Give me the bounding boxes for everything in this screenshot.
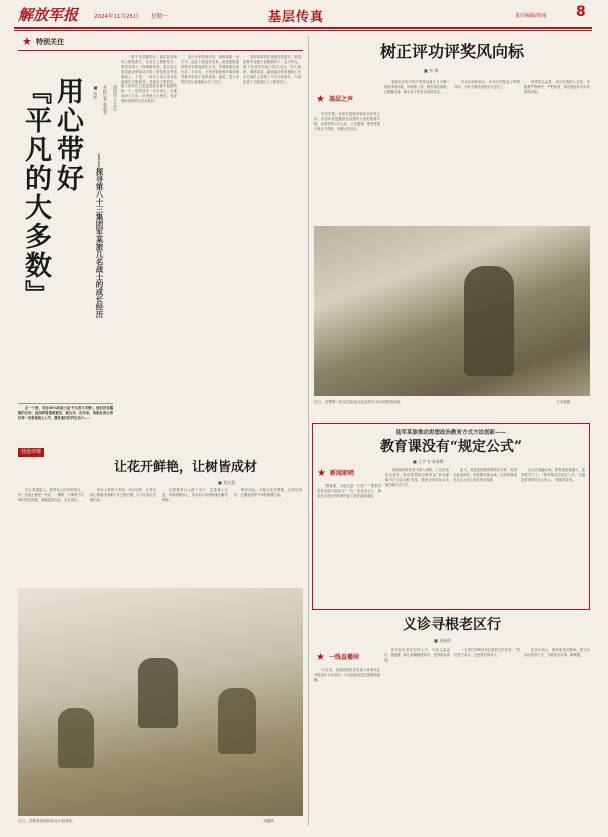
kicker-text: 基层之声 <box>329 96 354 103</box>
mid-col-b <box>385 468 449 606</box>
bottom-right-story <box>314 614 590 828</box>
lead-paragraph <box>18 406 113 440</box>
col-text: 类似的故事在该旅还有很多。旅党委要求各级干部眼睛向下、心中有兵，善于发现每名战士的闪光点，因人施策、精准帮带。越来越多的普通战士在平凡岗位上实现了不平凡的成长，为部队战斗力建设注入了强劲动力。 <box>243 55 301 84</box>
star-icon: ★ <box>316 94 325 105</box>
middle-right-story <box>312 423 590 610</box>
star-icon: ★ <box>22 35 32 48</box>
top-right-col-a <box>314 112 380 222</box>
left-col-3 <box>243 55 301 441</box>
story-byline: ■ 王宇飞 宋冰峰 <box>413 459 444 464</box>
byline-vertical-1: ■ 刘冲 <box>93 85 98 100</box>
kicker-badge <box>316 94 376 106</box>
editor-credit: 责任编辑/胡南 <box>515 13 547 19</box>
col-text: 荣誉的含金量，来自评选的公正性。各级要严格程序、严把标准，真正树起评功评奖的风向标。 <box>524 80 590 94</box>
soldier-figure <box>138 658 178 728</box>
mid-col-d <box>521 468 585 606</box>
col-text: 该旅组织教育骨干深入调研，广泛听取官兵意见，推动思想政治教育由“单向灌输”向“互动交流”转变，鼓励各单位结合实际创新方式方法。 <box>385 468 449 487</box>
commentary-title: 让花开鲜艳，让树皆成材 <box>113 460 257 475</box>
kicker-badge <box>316 652 380 664</box>
story-byline: ■ 李 敏 <box>424 68 439 73</box>
col-text: 年终岁尾，各单位陆续开展评功评奖工作。评功评奖是激励官兵建功立业的重要手段，必须坚持公平公正、公开透明，把荣誉授予真正干得好、贡献大的官兵。 <box>314 112 380 131</box>
col-text: 这需要带兵人俯下身子，走进战士心里，用真情换真心，用实际行动帮助他们解决困难。 <box>162 488 228 502</box>
mid-col-c <box>453 468 517 606</box>
lower-col-2 <box>90 488 156 584</box>
top-right-col-c <box>454 80 520 222</box>
masthead-rule <box>14 27 592 29</box>
newspaper-logo: 解放军报 <box>18 6 79 24</box>
bottom-col-a <box>314 668 380 824</box>
kicker-badge <box>18 36 90 48</box>
lead-rule <box>18 403 113 404</box>
kicker-badge <box>317 468 377 480</box>
headline-vertical-1: 用心带好 <box>52 77 83 193</box>
left-story <box>18 33 303 443</box>
section-title: 基层传真 <box>268 10 325 25</box>
story-byline: ■ 刘禄祥 <box>434 638 452 643</box>
bottom-col-c <box>454 648 520 824</box>
col-text: 战士小李性格内向，训练成绩一直平平。连队干部没有放弃，而是根据他的特点安排他担任文书，并鼓励他参加比武。半年后，小李在旅里的军事训练考核中取得了优异成绩。他说，是大家的信任让他重新认识了自己。 <box>181 55 239 84</box>
col-text: 如今，各营连的教育课形式多样：有的走进训练场，有的搬到演兵场，还有的邀请官兵走上讲台讲述身边故事。 <box>453 468 517 482</box>
lower-col-3 <box>162 488 228 584</box>
story-title: 树正评功评奖风向标 <box>379 42 524 61</box>
subtitle-vertical: ——探寻第八十三集团军某旅几名战士的成长经历 <box>95 153 104 318</box>
col-text: 某部在评功评奖中坚持以战斗力为唯一的根本的标准，向训练一线、艰苦岗位倾斜，让默默无闻、埋头苦干的官兵得到肯定。 <box>384 80 450 94</box>
lead-text: 在一个营，有近80%的战士是'平凡的大多数'。他们没有耀眼的光环，但同样渴望被看见、被认可。近年来，某旅从用心带好每一名普通战士入手，激发他们的内生动力…… <box>18 406 113 420</box>
soldier-figure <box>58 708 94 768</box>
top-right-col-b <box>384 80 450 222</box>
story-title: 义诊寻根老区行 <box>403 617 501 633</box>
bottom-col-d <box>524 648 590 824</box>
story-title: 教育课没有“规定公式” <box>379 439 523 455</box>
col-text: 带兵人要善于发现、用心培养，让每名战士都能找到属于自己的位置，让平凡岗位也能出彩。 <box>90 488 156 502</box>
lower-col-1 <box>18 488 84 584</box>
mid-col-a <box>317 484 381 606</box>
commentary-byline: ■ 刘文强 <box>218 480 236 485</box>
kicker-text: 营连评弹 <box>18 448 44 457</box>
byline-vertical-2: 本报记者 鲁赵秀 <box>103 85 108 115</box>
star-icon: ★ <box>317 468 326 479</box>
soldier-figure <box>218 688 256 754</box>
masthead <box>0 0 608 28</box>
col-text: 医疗队在老区走村入户，为老人量血压、测血糖，耐心讲解健康知识，受到群众欢迎。 <box>384 648 450 662</box>
top-right-col-d <box>524 80 590 222</box>
photo-credit: 王宇威摄 <box>556 400 571 404</box>
photo-caption: 近日，武警第二机动总队某支队组织官兵开展特战训练。 <box>314 400 404 404</box>
story-kicker-line: 陆军某旅推动思想政治教育方式方法创新—— <box>395 430 506 436</box>
kicker-badge <box>18 448 78 458</box>
left-col-1 <box>121 55 177 441</box>
photo-credit: 邓鑫摄 <box>263 819 274 823</box>
issue-date: 2024年11月25日 <box>94 14 139 20</box>
masthead-rule-thin <box>14 30 592 31</box>
col-text: 11月初，某部组织医疗队深入革命老区开展巡诊义诊活动，为当地群众送去健康和温暖。 <box>314 668 380 682</box>
col-text: 官兵们纷纷表示，评功评奖树起了鲜明导向，大家干事创业的劲头更足了。 <box>454 80 520 89</box>
headline-vertical-2: 『平凡的大多数』 <box>20 77 51 309</box>
training-photo <box>18 588 303 816</box>
col-text: 唯有如此，才能让花开鲜艳，让树皆成材，汇聚起强军兴军的磅礴力量。 <box>234 488 302 497</box>
star-icon: ★ <box>316 652 325 663</box>
photo-caption: 近日，武警某部组织新兵开展训练。 <box>18 819 76 823</box>
byline-vertical-3: 通讯员 王志远 <box>113 85 118 111</box>
kicker-rule <box>18 50 303 51</box>
col-text: “教育课，为啥总是一个样？”“课堂内容官兵能不能参与？”在一次座谈会上，基层官兵提出的问题引起了旅党委的重视。 <box>317 484 381 498</box>
column-divider <box>308 36 309 826</box>
issue-weekday: 星期一 <box>151 14 168 20</box>
col-text: 一位老红军的后代拉着医生的手说：“你们是子弟兵，也是我们的亲人。” <box>454 648 520 657</box>
lower-col-4 <box>234 488 302 584</box>
soldier-figure <box>464 266 514 376</box>
kicker-text: 特别关注 <box>36 37 64 46</box>
special-forces-photo <box>314 226 590 396</box>
col-text: 关心普通战士，是带兵人应有的担当。每一名战士都是一朵花、一棵树，只要给予足够的阳光雨露，都能绽放光彩、茁壮成长。 <box>18 488 84 502</box>
col-text: 一群平凡普通的兵，他们在训练场上摸爬滚打，在岗位上默默坚守。旅领导深入一线调研发现，真正能让基层建设保持活力的，恰恰是这些普通战士。于是，一场关于用心带兵的探索在全旅展开。老班长王刚回忆，刚入伍时自己也是连队里最不起眼的那一个，是指导员一次次谈心，让他找到了方向。后来他当上班长，也学着用同样的方式去带兵。 <box>121 55 177 104</box>
col-text: 官兵们普遍反映，教育课更接地气、更有吸引力了。“教育课没有规定公式，关键是要讲到官兵心坎上。”该旅领导说。 <box>521 468 585 482</box>
col-text: 队员们表示，要传承老区精神，把义诊活动坚持下去，为群众办实事、解难题。 <box>524 648 590 657</box>
left-col-2 <box>181 55 239 441</box>
kicker-text: 一线直播间 <box>329 654 360 661</box>
bottom-col-b <box>384 648 450 824</box>
top-right-story <box>314 36 590 416</box>
page-number: 8 <box>576 4 586 20</box>
kicker-text: 新闻前哨 <box>330 470 355 477</box>
lower-left-story <box>18 448 303 828</box>
